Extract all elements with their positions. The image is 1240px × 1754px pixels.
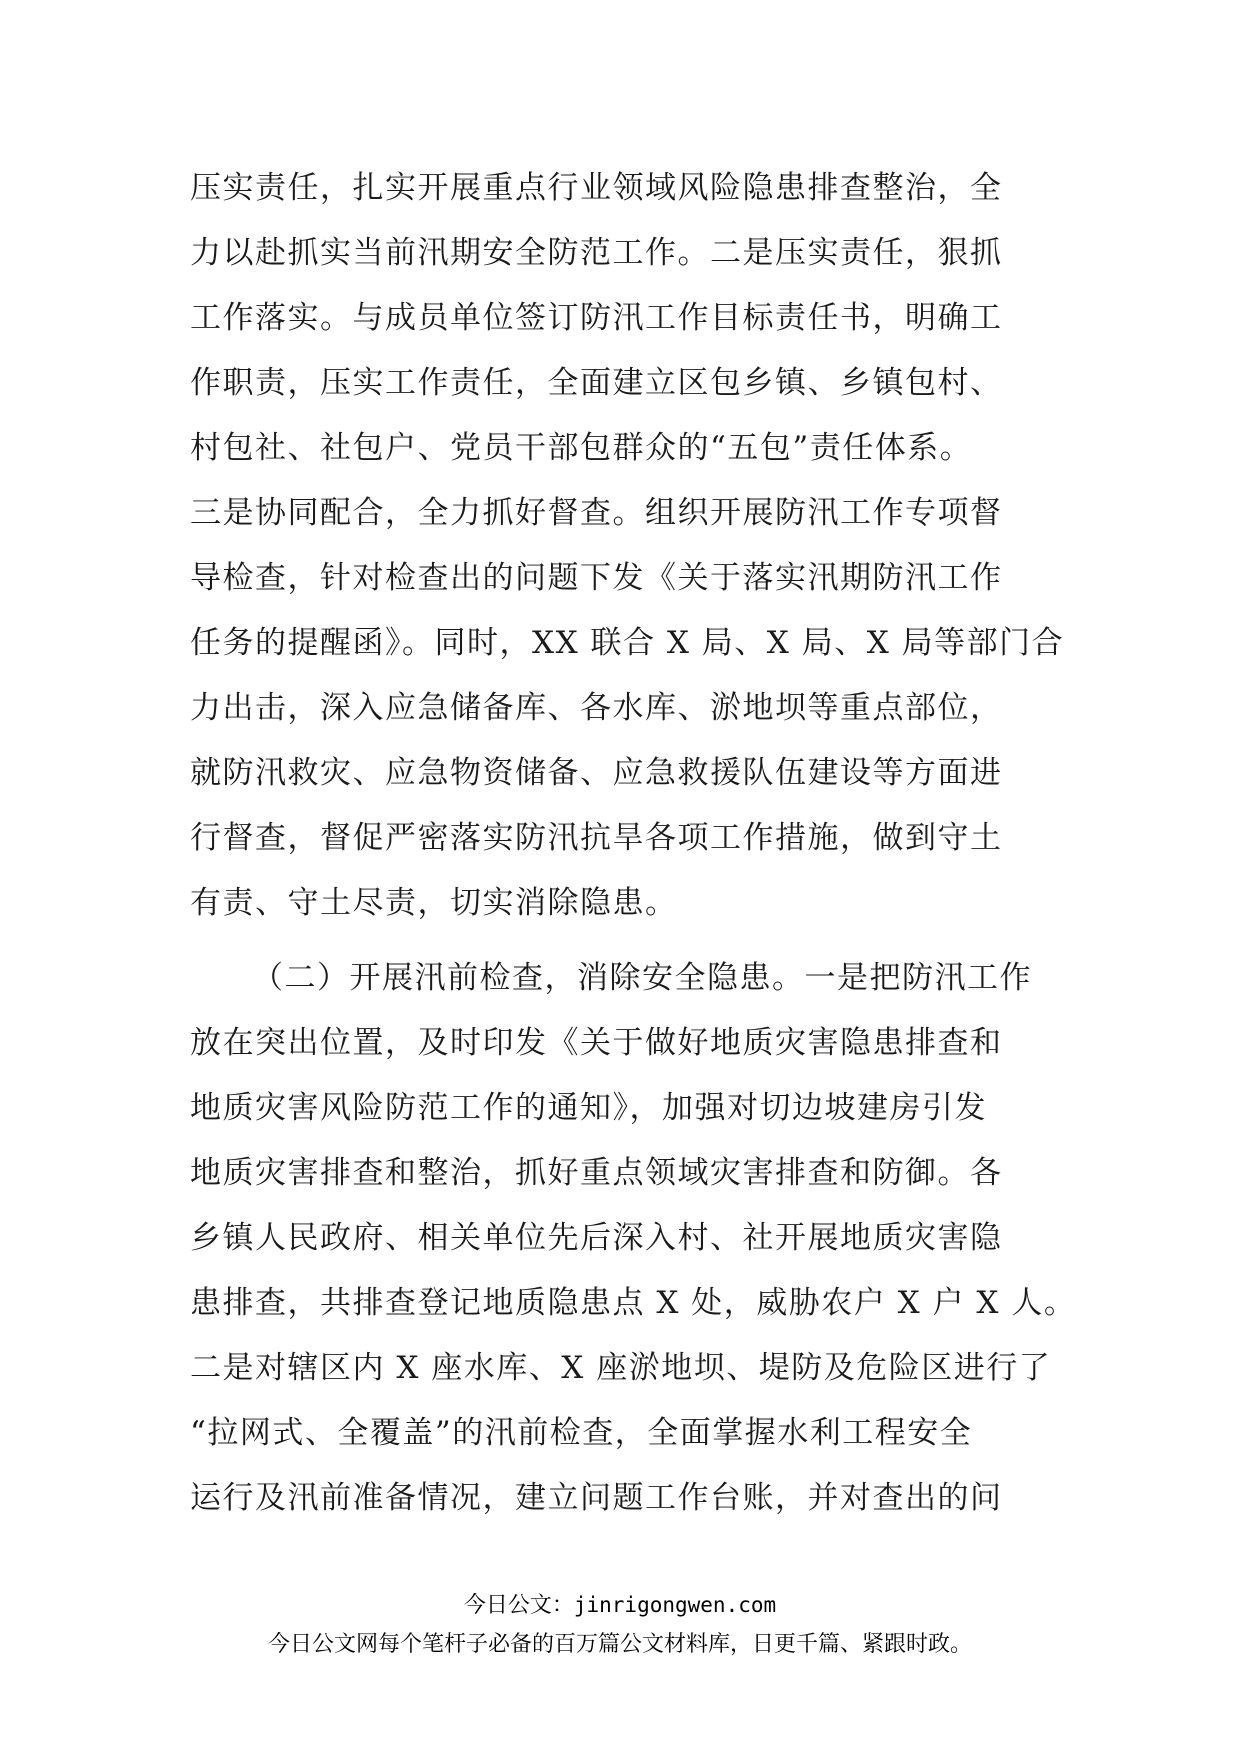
paragraph-line: 放在突出位置，及时印发《关于做好地质灾害隐患排查和 <box>190 1025 1003 1061</box>
paragraph-1 <box>190 156 1065 936</box>
paragraph-line: 地质灾害排查和整治，抓好重点领域灾害排查和防御。各 <box>190 1155 1003 1191</box>
paragraph-line: 就防汛救灾、应急物资储备、应急救援队伍建设等方面进 <box>190 755 1003 791</box>
paragraph-line: 作职责，压实工作责任，全面建立区包乡镇、乡镇包村、 <box>190 365 1003 401</box>
paragraph-line: 乡镇人民政府、相关单位先后深入村、社开展地质灾害隐 <box>190 1220 1003 1256</box>
paragraph-line: 压实责任，扎实开展重点行业领域风险隐患排查整治，全 <box>190 170 1003 206</box>
paragraph-line: 患排查，共排查登记地质隐患点 X 处，威胁农户 X 户 X 人。 <box>190 1285 1077 1321</box>
paragraph-line: 地质灾害风险防范工作的通知》，加强对切边坡建房引发 <box>190 1090 987 1126</box>
footer-site-link[interactable]: jinrigongwen.com <box>573 1593 777 1617</box>
paragraph-line: 运行及汛前准备情况，建立问题工作台账，并对查出的问 <box>190 1480 1003 1516</box>
paragraph-line: 二是对辖区内 X 座水库、X 座淤地坝、堤防及危险区进行了 <box>190 1350 1052 1386</box>
document-body <box>190 156 1077 1531</box>
footer-site-line <box>0 1590 1240 1621</box>
footer-site-label: 今日公文： <box>463 1593 574 1618</box>
paragraph-gap <box>190 936 1050 946</box>
paragraph-line: 力出击，深入应急储备库、各水库、淤地坝等重点部位， <box>190 690 1003 726</box>
paragraph-line: 力以赴抓实当前汛期安全防范工作。二是压实责任，狠抓 <box>190 235 1003 271</box>
paragraph-line: 有责、守土尽责，切实消除隐患。 <box>190 885 678 921</box>
paragraph-line: 任务的提醒函》。同时，XX 联合 X 局、X 局、X 局等部门合 <box>190 625 1065 661</box>
paragraph-line: “拉网式、全覆盖”的汛前检查，全面掌握水利工程安全 <box>190 1415 973 1451</box>
paragraph-line: 工作落实。与成员单位签订防汛工作目标责任书，明确工 <box>190 300 1003 336</box>
paragraph-line: （二）开展汛前检查，消除安全隐患。一是把防汛工作 <box>252 960 1032 996</box>
paragraph-2 <box>190 946 1077 1531</box>
paragraph-line: 三是协同配合，全力抓好督查。组织开展防汛工作专项督 <box>190 495 1003 531</box>
footer-tagline: 今日公文网每个笔杆子必备的百万篇公文材料库，日更千篇、紧跟时政。 <box>267 1632 972 1657</box>
paragraph-line: 导检查，针对检查出的问题下发《关于落实汛期防汛工作 <box>190 560 1003 596</box>
paragraph-line: 行督查，督促严密落实防汛抗旱各项工作措施，做到守土 <box>190 820 1003 856</box>
paragraph-line: 村包社、社包户、党员干部包群众的“五包”责任体系。 <box>190 430 973 466</box>
